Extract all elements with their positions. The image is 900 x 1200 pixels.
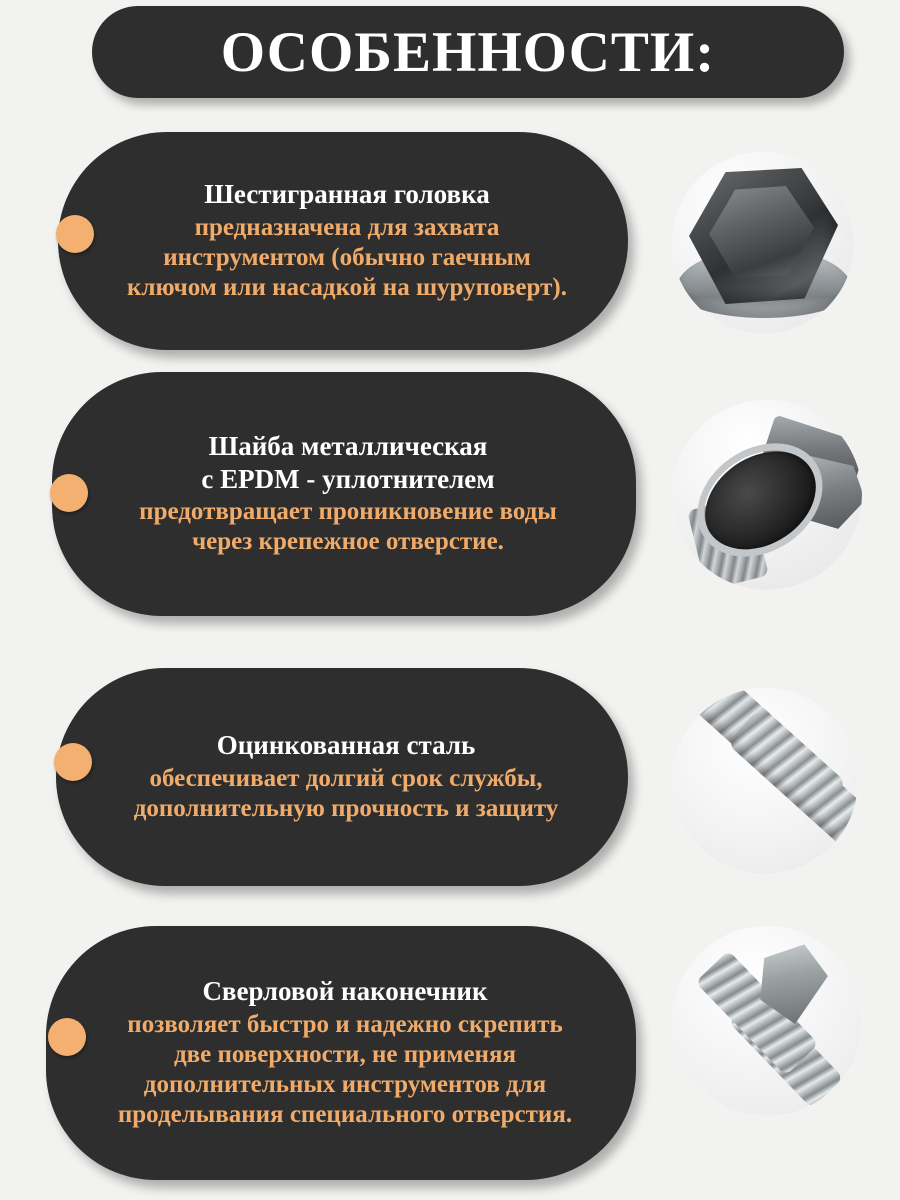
feature-body-1: предназначена для захвата инструментом (обычно гаечным ключом или насадкой на шуруповерт).	[127, 213, 567, 301]
header-banner	[92, 6, 844, 98]
feature-heading-3: Оцинкованная сталь	[216, 730, 476, 761]
epdm-washer-photo	[672, 400, 862, 590]
drill-tip-photo	[672, 926, 862, 1116]
galvanized-thread-photo	[672, 688, 858, 874]
page-title: ОСОБЕННОСТИ:	[220, 20, 716, 84]
feature-heading-4: Сверловой наконечник	[202, 976, 488, 1007]
hex-head-screw-photo	[672, 152, 854, 334]
feature-card-2	[52, 372, 636, 616]
feature-heading-2-line2: с EPDM - уплотнителем	[201, 464, 495, 494]
feature-heading-2-line1: Шайба металлическая	[208, 430, 488, 461]
bullet-dot-icon-3	[54, 743, 92, 781]
feature-body-2: предотвращает проникновение воды через крепежное отверстие.	[139, 498, 557, 556]
bullet-dot-icon-1	[56, 215, 94, 253]
feature-card-3	[56, 668, 628, 886]
feature-card-1	[58, 132, 628, 350]
feature-card-4	[46, 926, 636, 1180]
feature-body-3: обеспечивает долгий срок службы, дополнительную прочность и защиту	[133, 764, 559, 822]
feature-heading-1: Шестигранная головка	[204, 179, 490, 210]
feature-body-4: позволяет быстро и надежно скрепить две поверхности, не применяя дополнительных инструментов для проделывания специального отверстия.	[117, 1010, 573, 1128]
bullet-dot-icon-2	[50, 474, 88, 512]
bullet-dot-icon-4	[48, 1018, 86, 1056]
